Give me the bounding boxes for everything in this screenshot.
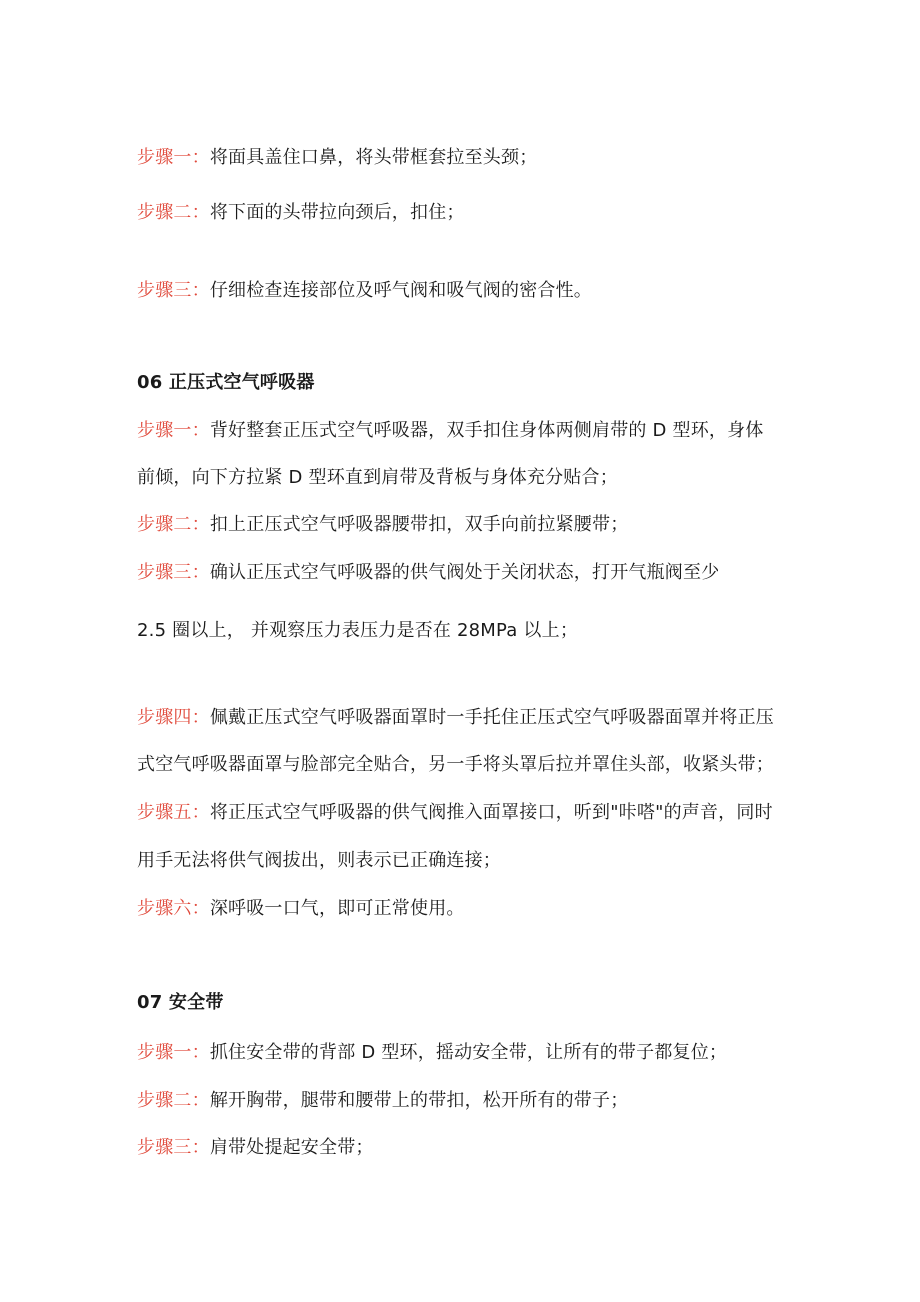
- s06-step6: [137, 896, 465, 922]
- step-text: 肩带处提起安全带；: [209, 1137, 374, 1158]
- s05-step1: [137, 145, 537, 171]
- step-label: 步骤一：: [137, 420, 210, 441]
- step-text: 2.5 圈以上， 并观察压力表压力是否在 28MPa 以上；: [137, 620, 579, 641]
- step-text: 扣上正压式空气呼吸器腰带扣，双手向前拉紧腰带；: [209, 514, 629, 535]
- step-text: 将正压式空气呼吸器的供气阀推入面罩接口，听到"咔嗒"的声音，同时: [209, 802, 773, 823]
- step-text: 前倾，向下方拉紧 D 型环直到肩带及背板与身体充分贴合；: [137, 467, 618, 488]
- s06-step3: [137, 560, 719, 586]
- step-label: 步骤一：: [137, 1042, 210, 1063]
- step-text: 用手无法将供气阀拔出，则表示已正确连接；: [137, 850, 501, 871]
- step-text: 将面具盖住口鼻，将头带框套拉至头颈；: [209, 147, 538, 168]
- s06-step1: [137, 418, 764, 444]
- s06-step4: [137, 705, 774, 731]
- section-title: 正压式空气呼吸器: [168, 372, 315, 393]
- step-label: 步骤四：: [137, 707, 210, 728]
- step-text: 佩戴正压式空气呼吸器面罩时一手托住正压式空气呼吸器面罩并将正压: [209, 707, 775, 728]
- section-06-heading: [137, 370, 315, 396]
- s06-step4-continuation: [137, 752, 774, 778]
- step-label: 步骤二：: [137, 202, 210, 223]
- step-text: 解开胸带，腿带和腰带上的带扣，松开所有的带子；: [209, 1090, 629, 1111]
- s06-step5: [137, 800, 773, 826]
- section-number: 06: [137, 372, 163, 393]
- step-text: 将下面的头带拉向颈后，扣住；: [209, 202, 465, 223]
- step-text: 深呼吸一口气，即可正常使用。: [209, 898, 465, 919]
- s06-step2: [137, 512, 628, 538]
- s06-step5-continuation: [137, 848, 501, 874]
- step-label: 步骤六：: [137, 898, 210, 919]
- s05-step2: [137, 200, 465, 226]
- step-label: 步骤二：: [137, 1090, 210, 1111]
- step-label: 步骤三：: [137, 1137, 210, 1158]
- s07-step3: [137, 1135, 374, 1161]
- step-text: 背好整套正压式空气呼吸器，双手扣住身体两侧肩带的 D 型环，身体: [209, 420, 764, 441]
- step-label: 步骤五：: [137, 802, 210, 823]
- s07-step2: [137, 1088, 628, 1114]
- step-text: 仔细检查连接部位及呼气阀和吸气阀的密合性。: [209, 280, 593, 301]
- step-label: 步骤二：: [137, 514, 210, 535]
- step-text: 式空气呼吸器面罩与脸部完全贴合，另一手将头罩后拉并罩住头部，收紧头带；: [137, 754, 774, 775]
- section-07-heading: [137, 990, 224, 1016]
- step-text: 抓住安全带的背部 D 型环，摇动安全带，让所有的带子都复位；: [209, 1042, 728, 1063]
- step-label: 步骤三：: [137, 562, 210, 583]
- step-label: 步骤三：: [137, 280, 210, 301]
- step-label: 步骤一：: [137, 147, 210, 168]
- s05-step3: [137, 278, 592, 304]
- s06-step3-continuation: [137, 618, 578, 644]
- s06-step1-continuation: [137, 465, 618, 491]
- section-number: 07: [137, 992, 163, 1013]
- step-text: 确认正压式空气呼吸器的供气阀处于关闭状态，打开气瓶阀至少: [209, 562, 720, 583]
- section-title: 安全带: [168, 992, 224, 1013]
- s07-step1: [137, 1040, 727, 1066]
